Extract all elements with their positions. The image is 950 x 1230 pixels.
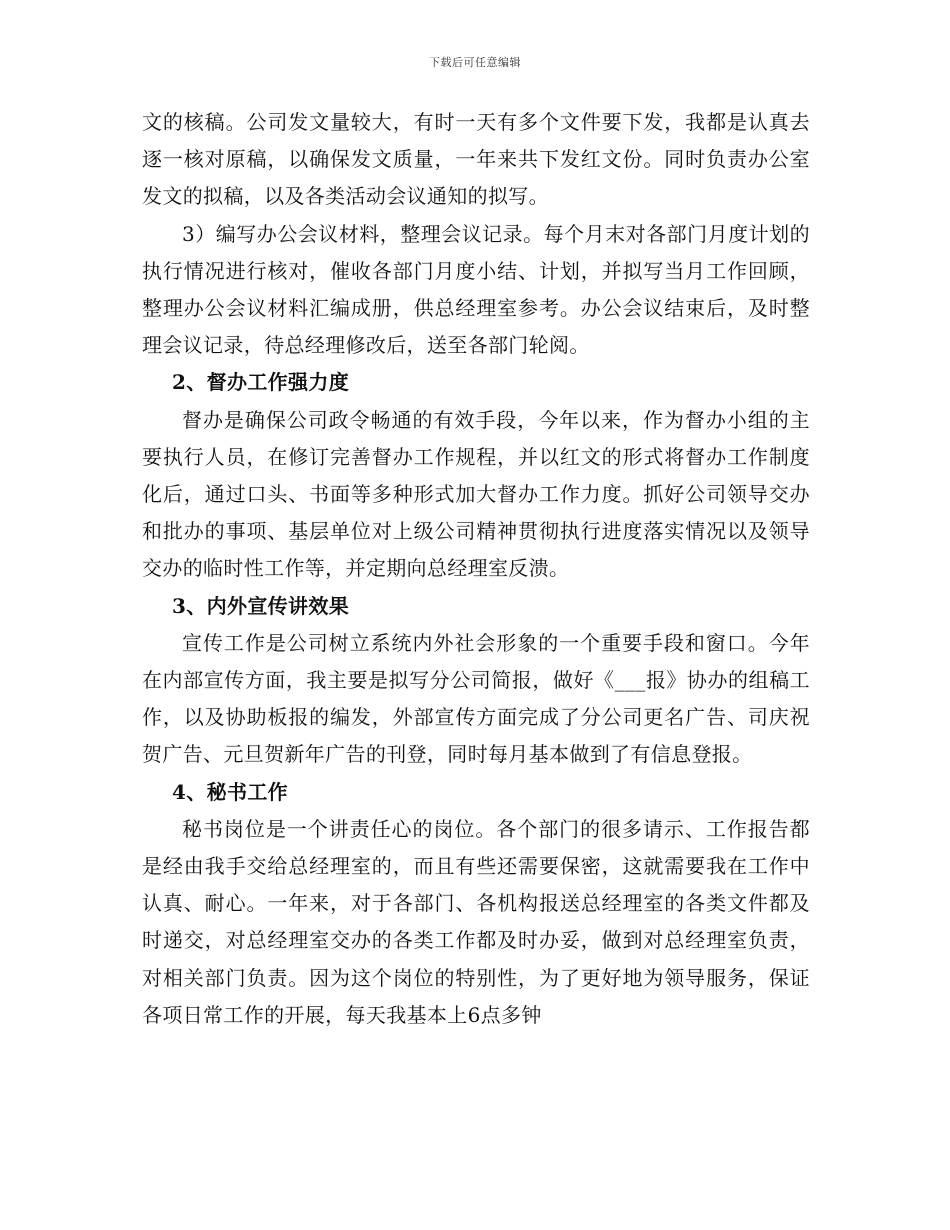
page-header-note: 下载后可任意编辑 [429,56,521,69]
paragraph-proofreading: 文的核稿。公司发文量较大，有时一天有多个文件要下发，我都是认真去逐一核对原稿，以确保发文质量，一年来共下发红文份。同时负责办公室发文的拟稿，以及各类活动会议通知的拟写。 [142,110,810,209]
paragraph-meeting-materials: 3）编写办公会议材料，整理会议记录。每个月末对各部门月度计划的执行情况进行核对，催收各部门月度小结、计划，并拟写当月工作回顾，整理办公会议材料汇编成册，供总经理室参考。办公会议结束后，及时整理会议记录，待总经理修改后，送至各部门轮阅。 [142,221,810,358]
section-heading-publicity: 3、内外宣传讲效果 [172,593,350,618]
section-heading-secretary: 4、秘书工作 [172,779,289,804]
paragraph-publicity: 宣传工作是公司树立系统内外社会形象的一个重要手段和窗口。今年在内部宣传方面，我主要是拟写分公司简报，做好《___报》协办的组稿工作，以及协助板报的编发，外部宣传方面完成了分公司更名广告、司庆祝贺广告、元旦贺新年广告的刊登，同时每月基本做到了有信息登报。 [142,630,810,767]
document-body [142,104,810,1034]
paragraph-supervision: 督办是确保公司政令畅通的有效手段，今年以来，作为督办小组的主要执行人员，在修订完善督办工作规程，并以红文的形式将督办工作制度化后，通过口头、书面等多种形式加大督办工作力度。抓好公司领导交办和批办的事项、基层单位对上级公司精神贯彻执行进度落实情况以及领导交办的临时性工作等，并定期向总经理室反溃。 [142,407,810,581]
section-heading-supervision: 2、督办工作强力度 [172,370,350,395]
paragraph-secretary: 秘书岗位是一个讲责任心的岗位。各个部门的很多请示、工作报告都是经由我手交给总经理室的，而且有些还需要保密，这就需要我在工作中认真、耐心。一年来，对于各部门、各机构报送总经理室的各类文件都及时递交，对总经理室交办的各类工作都及时办妥，做到对总经理室负责，对相关部门负责。因为这个岗位的特别性，为了更好地为领导服务，保证各项日常工作的开展，每天我基本上6点多钟 [142,816,810,1027]
